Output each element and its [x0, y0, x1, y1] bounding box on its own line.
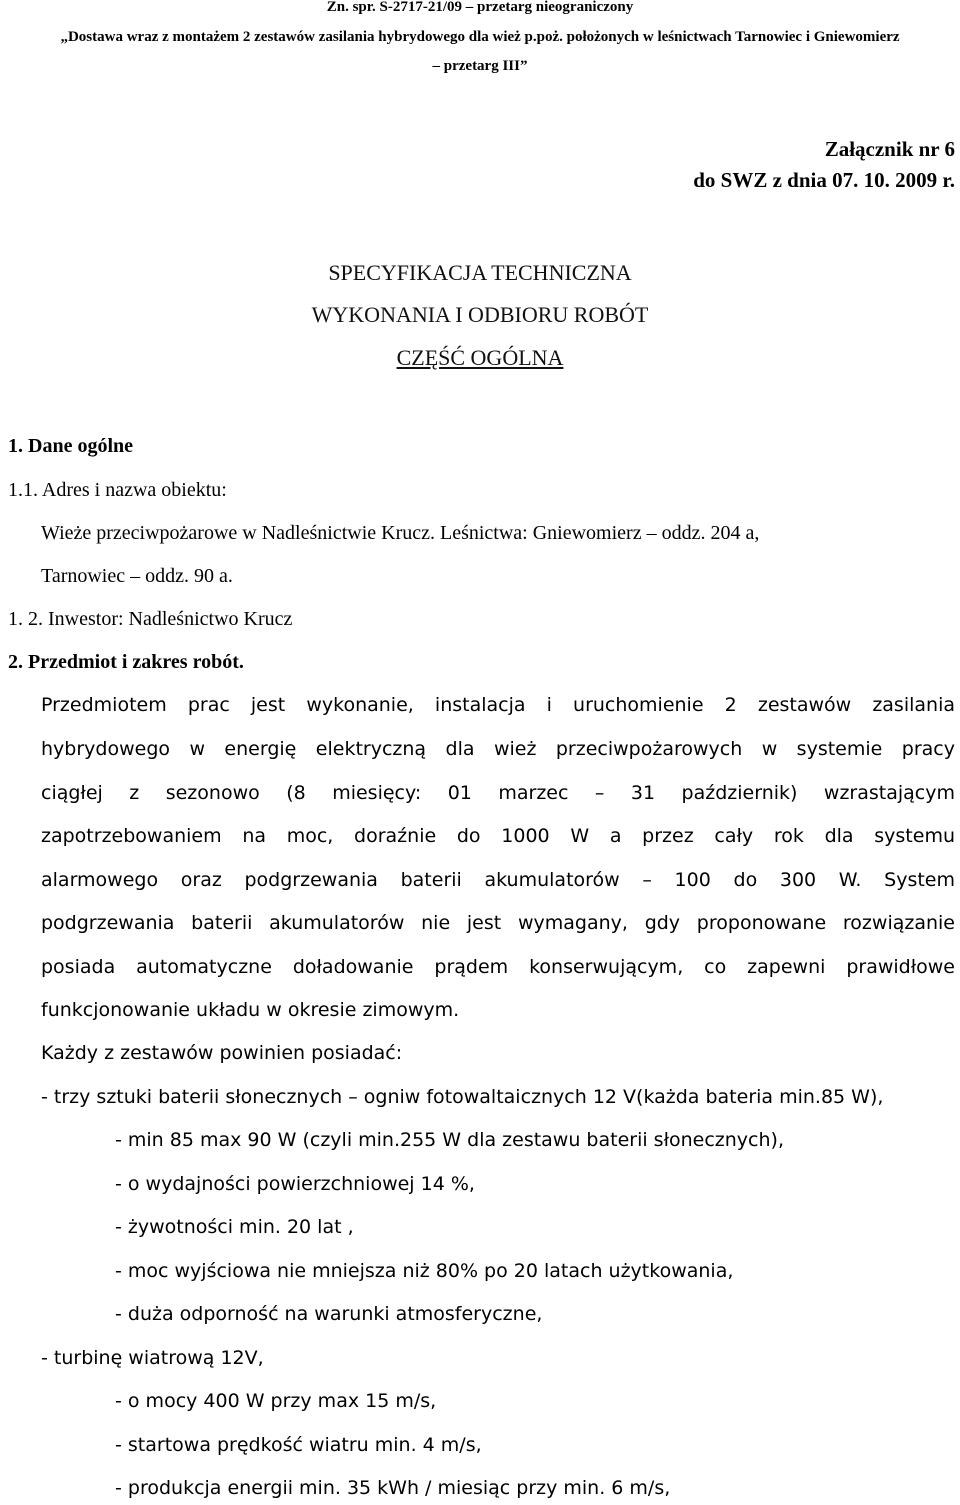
solar-item: - żywotności min. 20 lat ,	[115, 1216, 354, 1238]
section2-paragraph-last: funkcjonowanie układu w okresie zimowym.	[41, 999, 460, 1021]
section1-address-label: 1.1. Adres i nazwa obiektu:	[8, 479, 227, 501]
section2-heading: 2. Przedmiot i zakres robót.	[8, 651, 244, 673]
section2-paragraph-line: hybrydowego w energię elektryczną dla wież przeciwpożarowych w systemie pracy	[41, 738, 955, 760]
solar-item: - moc wyjściowa nie mniejsza niż 80% po 20 latach użytkowania,	[115, 1260, 734, 1282]
section1-address-line1: Wieże przeciwpożarowe w Nadleśnictwie Krucz. Leśnictwa: Gniewomierz – oddz. 204 a,	[41, 522, 760, 544]
section2-paragraph-line: posiada automatyczne doładowanie prądem konserwującym, co zapewni prawidłowe	[41, 956, 955, 978]
section2-paragraph-line: alarmowego oraz podgrzewania baterii akumulatorów – 100 do 300 W. System	[41, 869, 955, 891]
section1-investor: 1. 2. Inwestor: Nadleśnictwo Krucz	[8, 608, 293, 630]
doc-title-line1: SPECYFIKACJA TECHNICZNA	[328, 260, 632, 285]
turbine-item: - o mocy 400 W przy max 15 m/s,	[115, 1390, 437, 1412]
section2-paragraph-line: ciągłej z sezonowo (8 miesięcy: 01 marzec – 31 październik) wzrastającym	[41, 782, 955, 804]
doc-title-line3: CZĘŚĆ OGÓLNA	[396, 345, 564, 370]
header-tender-title: „Dostawa wraz z montażem 2 zestawów zasilania hybrydowego dla wież p.poż. położonych w leśnictwach Tarnowiec i Gniewomierz	[60, 29, 900, 45]
header-tender-round: – przetarg III”	[432, 58, 528, 74]
solar-item: - duża odporność na warunki atmosferyczne,	[115, 1303, 543, 1325]
turbine-item: - produkcja energii min. 35 kWh / miesiąc przy min. 6 m/s,	[115, 1477, 671, 1499]
section1-address-line2: Tarnowiec – oddz. 90 a.	[41, 565, 233, 587]
section2-paragraph-line: podgrzewania baterii akumulatorów nie jest wymagany, gdy proponowane rozwiązanie	[41, 912, 955, 934]
header-case-number: Zn. spr. S-2717-21/09 – przetarg nieograniczony	[326, 0, 634, 15]
kit-intro: Każdy z zestawów powinien posiadać:	[41, 1042, 403, 1064]
section2-paragraph-line: Przedmiotem prac jest wykonanie, instalacja i uruchomienie 2 zestawów zasilania	[41, 694, 955, 716]
section1-heading: 1. Dane ogólne	[8, 435, 133, 457]
annex-number: Załącznik nr 6	[824, 137, 955, 161]
annex-date: do SWZ z dnia 07. 10. 2009 r.	[693, 168, 955, 192]
turbine-intro: - turbinę wiatrową 12V,	[41, 1347, 264, 1369]
solar-item: - min 85 max 90 W (czyli min.255 W dla zestawu baterii słonecznych),	[115, 1129, 784, 1151]
doc-title-line2: WYKONANIA I ODBIORU ROBÓT	[311, 302, 649, 327]
turbine-item: - startowa prędkość wiatru min. 4 m/s,	[115, 1434, 482, 1456]
section2-paragraph-line: zapotrzebowaniem na moc, doraźnie do 1000 W a przez cały rok dla systemu	[41, 825, 955, 847]
solar-item: - o wydajności powierzchniowej 14 %,	[115, 1173, 475, 1195]
solar-intro: - trzy sztuki baterii słonecznych – ogniw fotowaltaicznych 12 V(każda bateria min.85 W),	[41, 1086, 884, 1108]
